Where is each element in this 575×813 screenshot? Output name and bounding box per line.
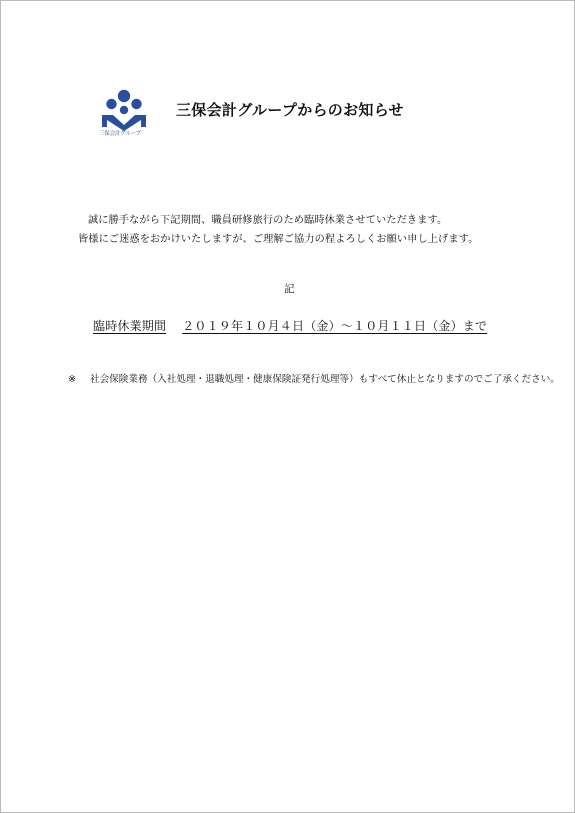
message-line-1: 誠に勝手ながら下記期間、職員研修旅行のため臨時休業させていただきます。 xyxy=(88,215,448,226)
footnote-mark: ※ xyxy=(68,374,77,385)
closure-period-range: ２０１９年１０月４日（金）～１０月１１日（金）まで xyxy=(182,319,488,333)
page-title: 三保会計グループからのお知らせ xyxy=(176,101,404,119)
closure-period-label: 臨時休業期間 xyxy=(93,319,167,333)
logo-caption: 三保会計グループ xyxy=(99,131,141,137)
footnote-text: 社会保険業務（入社処理・退職処理・健康保険証発行処理等）もすべて休止となりますのでご了承ください。 xyxy=(90,374,560,385)
closure-period xyxy=(93,317,487,334)
message-line-2: 皆様にご迷惑をおかけいたしますが、ご理解ご協力の程よろしくお願い申し上げます。 xyxy=(78,234,479,245)
footnote xyxy=(68,371,560,385)
ki-heading: 記 xyxy=(284,283,295,295)
